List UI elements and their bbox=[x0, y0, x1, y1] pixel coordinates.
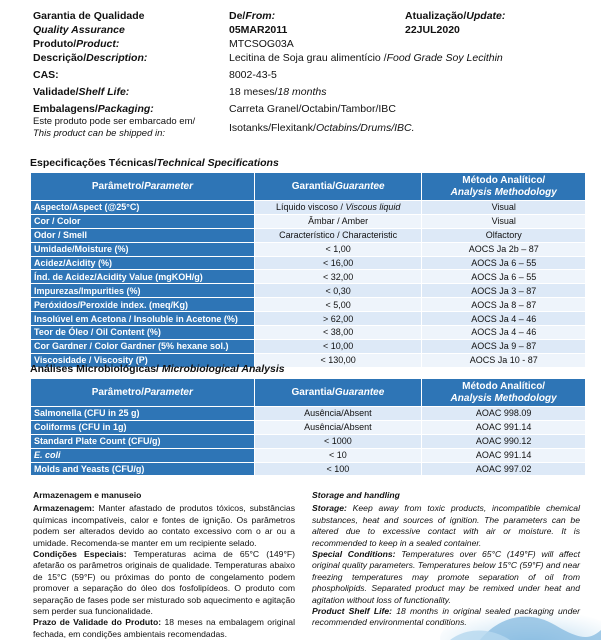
method-cell: AOCS Ja 6 – 55 bbox=[422, 270, 586, 284]
table-row bbox=[31, 448, 586, 462]
storage-en bbox=[312, 490, 580, 629]
method-cell: AOAC 991.14 bbox=[422, 448, 586, 462]
param-cell: Umidade/Moisture (%) bbox=[31, 242, 255, 256]
update-value: 22JUL2020 bbox=[405, 24, 460, 36]
method-cell: AOCS Ja 8 – 87 bbox=[422, 298, 586, 312]
packaging-value: Carreta Granel/Octabin/Tambor/IBC bbox=[229, 103, 396, 115]
table-row bbox=[31, 298, 586, 312]
method-cell: AOCS Ja 4 – 46 bbox=[422, 326, 586, 340]
table-row bbox=[31, 270, 586, 284]
update-label: Atualização/Update: bbox=[405, 10, 506, 22]
storage-en-p2: Special Conditions: Temperatures over 65°C (149°F) will affect original quality parameters. Temperatures below 15°C (59°F) and near freezing temperatures may promote separation of oil from phospholipids. Separated product may be remixed under heat and agitation without loss of functionality. bbox=[312, 549, 581, 605]
shelf-life-value: 18 meses/18 months bbox=[229, 86, 327, 98]
shipped-value: Isotanks/Flexitank/Octabins/Drums/IBC. bbox=[229, 122, 415, 134]
param-cell: Aspecto/Aspect (@25°C) bbox=[31, 201, 255, 215]
table-row bbox=[31, 256, 586, 270]
cas-label: CAS: bbox=[33, 69, 59, 81]
method-cell: Visual bbox=[422, 201, 586, 215]
method-cell: AOCS Ja 3 – 87 bbox=[422, 284, 586, 298]
param-cell: Coliforms (CFU in 1g) bbox=[31, 420, 255, 434]
micro-table bbox=[30, 378, 586, 476]
guarantee-cell: Líquido viscoso / Viscous liquid bbox=[254, 201, 422, 215]
table-row bbox=[31, 228, 586, 242]
guarantee-cell: > 62,00 bbox=[254, 312, 422, 326]
table-row bbox=[31, 214, 586, 228]
from-label: De/From: bbox=[229, 10, 276, 22]
storage-pt-p2: Condições Especiais: Temperaturas acima de 65°C (149°F) afetarão os parâmetros originais de qualidade. Temperaturas abaixo de 15°C (59°F) ou próximas do ponto de congelamento podem promover a separação do óleo dos fosfolipídeos. O produto com separação de fases pode ser misturado sob aquecimento e agitação sem perder sua funcionalidade. bbox=[33, 549, 295, 617]
param-cell: Standard Plate Count (CFU/g) bbox=[31, 434, 255, 448]
tech-spec-title: Especificações Técnicas/Technical Specifications bbox=[30, 157, 279, 169]
from-value: 05MAR2011 bbox=[229, 24, 288, 36]
description-value: Lecitina de Soja grau alimentício /Food Grade Soy Lecithin bbox=[229, 52, 503, 64]
micro-body bbox=[31, 407, 586, 476]
storage-pt-p1: Armazenagem: Manter afastado de produtos tóxicos, substâncias químicas incompatíveis, calor e fontes de ignição. Os parâmetros podem ser alterados devido ao contato excessivo com o ar ou a umidade. Recomenda-se manter em um recipiente selado. bbox=[33, 503, 295, 548]
param-cell: Odor / Smell bbox=[31, 228, 255, 242]
header-labels bbox=[33, 9, 195, 140]
micro-head-guar: Garantia/Guarantee bbox=[254, 379, 422, 407]
param-cell: E. coli bbox=[31, 448, 255, 462]
table-row bbox=[31, 407, 586, 421]
param-cell: Molds and Yeasts (CFU/g) bbox=[31, 462, 255, 476]
shipped-pt: Este produto pode ser embarcado em/ bbox=[33, 116, 196, 127]
method-cell: Olfactory bbox=[422, 228, 586, 242]
tech-spec-table bbox=[30, 172, 586, 368]
guarantee-cell: < 32,00 bbox=[254, 270, 422, 284]
guarantee-cell: Âmbar / Amber bbox=[254, 214, 422, 228]
guarantee-cell: < 1000 bbox=[254, 434, 422, 448]
table-row bbox=[31, 284, 586, 298]
method-cell: AOAC 990.12 bbox=[422, 434, 586, 448]
param-cell: Cor / Color bbox=[31, 214, 255, 228]
method-cell: Visual bbox=[422, 214, 586, 228]
method-cell: AOCS Ja 4 – 46 bbox=[422, 312, 586, 326]
packaging-label: Embalagens/Packaging: bbox=[33, 103, 154, 115]
table-row bbox=[31, 462, 586, 476]
product-label: Produto/Product: bbox=[33, 38, 120, 50]
table-row bbox=[31, 434, 586, 448]
guarantee-cell: Ausência/Absent bbox=[254, 407, 422, 421]
tech-head-param: Parâmetro/Parameter bbox=[31, 173, 255, 201]
qa-en: Quality Assurance bbox=[33, 24, 125, 36]
product-value: MTCSOG03A bbox=[229, 38, 294, 50]
method-cell: AOAC 998.09 bbox=[422, 407, 586, 421]
param-cell: Impurezas/Impurities (%) bbox=[31, 284, 255, 298]
description-label: Descrição/Description: bbox=[33, 52, 148, 64]
guarantee-cell: < 5,00 bbox=[254, 298, 422, 312]
micro-title: Análises Microbiológicas/ Microbiological Analysis bbox=[30, 363, 285, 375]
tech-head-guar: Garantia/Guarantee bbox=[254, 173, 422, 201]
method-cell: AOAC 997.02 bbox=[422, 462, 586, 476]
micro-head-method: Método Analítico/ Analysis Methodology bbox=[422, 379, 586, 407]
param-cell: Acidez/Acidity (%) bbox=[31, 256, 255, 270]
table-row bbox=[31, 201, 586, 215]
cas-value: 8002-43-5 bbox=[229, 69, 277, 81]
table-row bbox=[31, 242, 586, 256]
guarantee-cell: < 0,30 bbox=[254, 284, 422, 298]
storage-pt-p3: Prazo de Validade do Produto: 18 meses na embalagem original fechada, em condições ambientais recomendadas. bbox=[33, 617, 295, 639]
qa-pt: Garantia de Qualidade bbox=[33, 10, 145, 22]
shipped-en: This product can be shipped in: bbox=[33, 128, 166, 139]
param-cell: Cor Gardner / Color Gardner (5% hexane sol.) bbox=[31, 339, 255, 353]
tech-head-method: Método Analítico/ Analysis Methodology bbox=[422, 173, 586, 201]
table-row bbox=[31, 326, 586, 340]
storage-pt-title: Armazenagem e manuseio bbox=[33, 490, 142, 500]
table-row bbox=[31, 312, 586, 326]
guarantee-cell: Ausência/Absent bbox=[254, 420, 422, 434]
tech-spec-body bbox=[31, 201, 586, 368]
method-cell: AOCS Ja 9 – 87 bbox=[422, 339, 586, 353]
param-cell: Insolúvel em Acetona / Insoluble in Acetone (%) bbox=[31, 312, 255, 326]
storage-en-title: Storage and handling bbox=[312, 490, 400, 500]
header-update bbox=[405, 9, 505, 37]
param-cell: Índ. de Acidez/Acidity Value (mgKOH/g) bbox=[31, 270, 255, 284]
storage-en-p1: Storage: Keep away from toxic products, incompatible chemical substances, heat and sources of ignition. The parameters can be altered due to excessive contact with air or moisture. It is recommended to keep in a sealed container. bbox=[312, 503, 580, 548]
guarantee-cell: < 100 bbox=[254, 462, 422, 476]
storage-en-p3: Product Shelf Life: 18 months in original sealed packaging under recommended environmental conditions. bbox=[312, 606, 580, 628]
param-cell: Viscosidade / Viscosity (P) bbox=[31, 353, 255, 367]
guarantee-cell: < 130,00 bbox=[254, 353, 422, 367]
param-cell: Salmonella (CFU in 25 g) bbox=[31, 407, 255, 421]
method-cell: AOCS Ja 6 – 55 bbox=[422, 256, 586, 270]
param-cell: Peróxidos/Peroxide index. (meq/Kg) bbox=[31, 298, 255, 312]
micro-head-param: Parâmetro/Parameter bbox=[31, 379, 255, 407]
table-row bbox=[31, 420, 586, 434]
method-cell: AOAC 991.14 bbox=[422, 420, 586, 434]
guarantee-cell: Característico / Characteristic bbox=[254, 228, 422, 242]
guarantee-cell: < 16,00 bbox=[254, 256, 422, 270]
method-cell: AOCS Ja 2b – 87 bbox=[422, 242, 586, 256]
guarantee-cell: < 10 bbox=[254, 448, 422, 462]
shelf-life-label: Validade/Shelf Life: bbox=[33, 86, 130, 98]
guarantee-cell: < 10,00 bbox=[254, 339, 422, 353]
table-row bbox=[31, 339, 586, 353]
method-cell: AOCS Ja 10 - 87 bbox=[422, 353, 586, 367]
guarantee-cell: < 38,00 bbox=[254, 326, 422, 340]
param-cell: Teor de Óleo / Oil Content (%) bbox=[31, 326, 255, 340]
guarantee-cell: < 1,00 bbox=[254, 242, 422, 256]
storage-pt bbox=[33, 490, 295, 640]
